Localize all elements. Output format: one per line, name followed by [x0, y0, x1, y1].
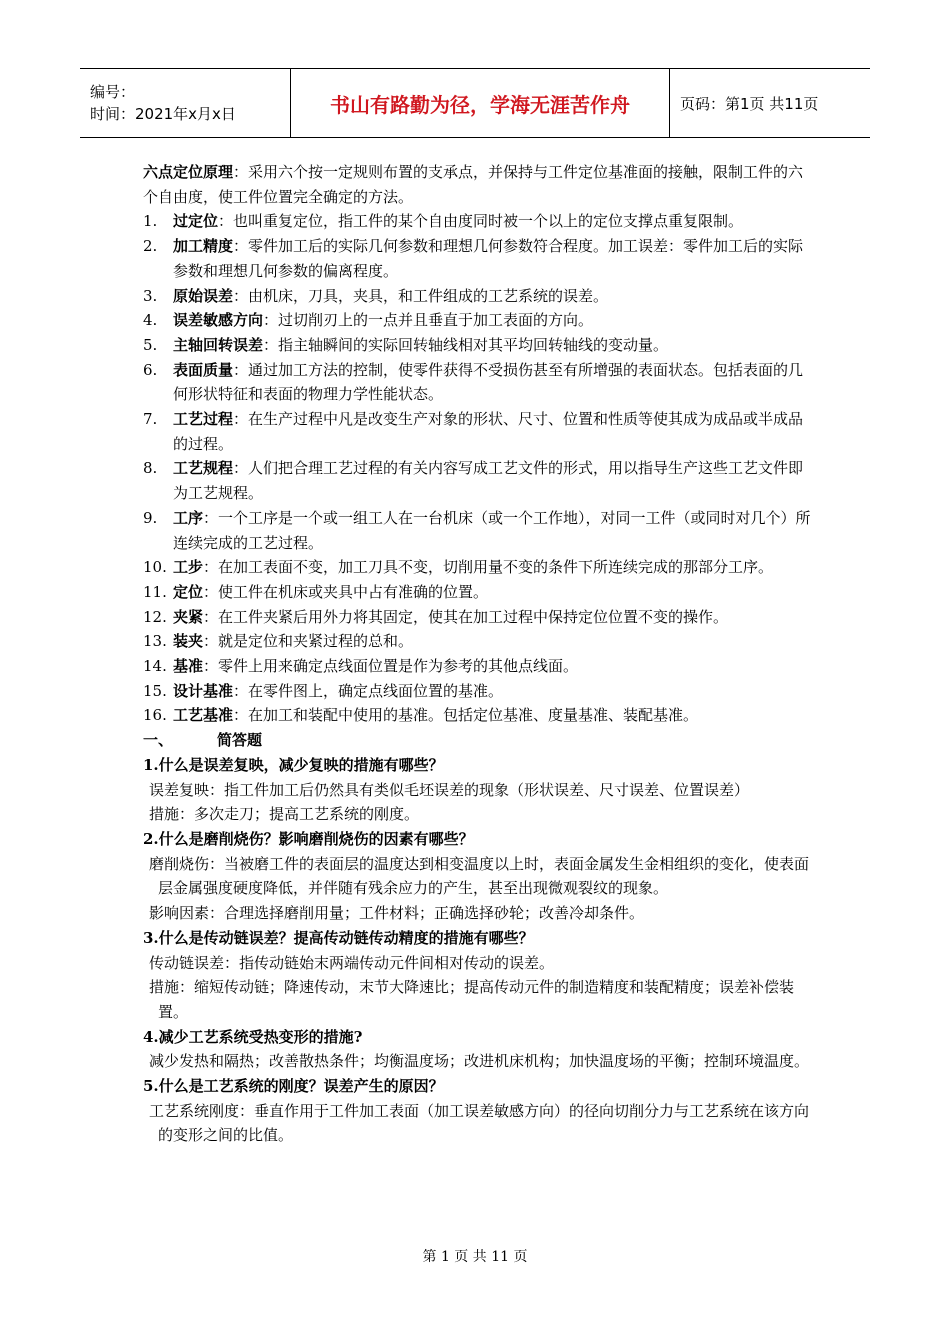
answer-block [143, 1099, 813, 1148]
definition-item [143, 234, 813, 283]
definition-text: ：通过加工方法的控制，使零件获得不受损伤甚至有所增强的表面状态。包括表面的几何形状特征和表面的物理力学性能状态。 [173, 360, 804, 404]
definition-term: 主轴回转误差 [173, 335, 264, 354]
answer-paragraph: 措施：多次走刀；提高工艺系统的刚度。 [149, 805, 420, 824]
definition-body [173, 580, 813, 605]
definition-item [143, 605, 813, 630]
definition-number: 4. [143, 311, 158, 330]
definition-number: 1. [143, 212, 158, 231]
definition-number: 5. [143, 335, 158, 354]
definition-item [143, 333, 813, 358]
definition-number: 14. [143, 657, 167, 676]
answer-block [143, 951, 813, 1025]
header-table [80, 68, 870, 138]
definition-text: ：零件上用来确定点线面位置是作为参考的其他点线面。 [203, 657, 579, 676]
definition-body [173, 654, 813, 679]
definition-text: ：也叫重复定位，指工件的某个自由度同时被一个以上的定位支撑点重复限制。 [218, 212, 744, 231]
question-heading: 4.减少工艺系统受热变形的措施? [143, 1027, 363, 1046]
question-heading: 5.什么是工艺系统的刚度？误差产生的原因？ [143, 1077, 444, 1096]
definition-number: 8. [143, 459, 158, 478]
section-heading [143, 728, 813, 753]
definition-number: 7. [143, 410, 158, 429]
section-number: 一、 [143, 731, 174, 750]
definition-term: 定位 [173, 582, 204, 601]
definition-term: 夹紧 [173, 607, 204, 626]
definition-body [173, 358, 813, 407]
definition-text: ：零件加工后的实际几何参数和理想几何参数符合程度。加工误差：零件加工后的实际参数和理想几何参数的偏离程度。 [173, 237, 804, 280]
document-body [143, 160, 813, 1148]
definition-body [173, 506, 813, 555]
header-page-cell [670, 69, 870, 137]
answer-paragraph: 误差复映：指工件加工后仍然具有类似毛坯误差的现象（形状误差、尺寸误差、位置误差） [149, 780, 750, 799]
section-title: 简答题 [217, 731, 263, 750]
definition-item [143, 580, 813, 605]
definition-item [143, 284, 813, 309]
definition-body [173, 209, 813, 234]
definition-text: ：由机床，刀具，夹具，和工件组成的工艺系统的误差。 [233, 286, 609, 305]
header-motto-cell [290, 69, 670, 137]
definition-number: 9. [143, 508, 158, 527]
answer-block [143, 1049, 813, 1074]
question-heading: 3.什么是传动链误差？提高传动链传动精度的措施有哪些？ [143, 928, 534, 947]
definition-list [143, 209, 813, 728]
definition-body [173, 605, 813, 630]
definition-term: 工艺过程 [173, 410, 234, 429]
intro-term: 六点定位原理 [143, 163, 234, 181]
definition-item [143, 679, 813, 704]
definition-term: 过定位 [173, 212, 219, 231]
answer-paragraph: 磨削烧伤：当被磨工件的表面层的温度达到相变温度以上时，表面金属发生金相组织的变化，使表面层金属强度硬度降低，并伴随有残余应力的产生，甚至出现微观裂纹的现象。 [149, 854, 810, 898]
definition-term: 装夹 [173, 632, 204, 651]
definition-text: ：一个工序是一个或一组工人在一台机床（或一个工作地），对同一工件（或同时对几个）所连续完成的工艺过程。 [173, 508, 811, 552]
answer-paragraph: 减少发热和隔热；改善散热条件；均衡温度场；改进机床机构；加快温度场的平衡；控制环境温度。 [149, 1052, 810, 1071]
definition-body [173, 629, 813, 654]
header-meta [80, 69, 290, 137]
answer-paragraph: 传动链误差：指传动链始末两端传动元件间相对传动的误差。 [149, 953, 555, 972]
definition-text: ：人们把合理工艺过程的有关内容写成工艺文件的形式，用以指导生产这些工艺文件即为工艺规程。 [173, 459, 804, 503]
definition-number: 6. [143, 360, 158, 379]
definition-term: 加工精度 [173, 237, 234, 256]
definition-term: 工步 [173, 558, 204, 577]
definition-item [143, 703, 813, 728]
definition-term: 工序 [173, 508, 204, 527]
question-list [143, 753, 813, 1148]
definition-body [173, 703, 813, 728]
document-number-label: 编号： [90, 83, 136, 101]
definition-number: 13. [143, 632, 167, 651]
answer-paragraph: 工艺系统刚度：垂直作用于工件加工表面（加工误差敏感方向）的径向切削分力与工艺系统在该方向的变形之间的比值。 [149, 1101, 810, 1145]
definition-term: 误差敏感方向 [173, 311, 264, 330]
definition-item [143, 654, 813, 679]
definition-term: 设计基准 [173, 681, 234, 700]
definition-body [173, 308, 813, 333]
definition-term: 原始误差 [173, 286, 234, 305]
answer-block [143, 778, 813, 827]
definition-text: ：在加工表面不变，加工刀具不变，切削用量不变的条件下所连续完成的那部分工序。 [203, 558, 774, 577]
definition-term: 工艺基准 [173, 706, 234, 725]
definition-body [173, 407, 813, 456]
definition-term: 基准 [173, 657, 204, 676]
definition-item [143, 358, 813, 407]
definition-item [143, 308, 813, 333]
definition-text: ：在工件夹紧后用外力将其固定，使其在加工过程中保持定位位置不变的操作。 [203, 607, 729, 626]
definition-text: ：在加工和装配中使用的基准。包括定位基准、度量基准、装配基准。 [233, 706, 699, 725]
definition-body [173, 284, 813, 309]
question-heading: 1.什么是误差复映，减少复映的措施有哪些？ [143, 755, 444, 774]
document-time-label: 时间：2021年x月x日 [90, 105, 236, 123]
definition-text: ：在生产过程中凡是改变生产对象的形状、尺寸、位置和性质等使其成为成品或半成品的过程。 [173, 410, 804, 453]
answer-paragraph: 措施：缩短传动链；降速传动，末节大降速比；提高传动元件的制造精度和装配精度；误差补偿装置。 [149, 978, 795, 1021]
definition-body [173, 456, 813, 505]
definition-item [143, 555, 813, 580]
definition-text: ：指主轴瞬间的实际回转轴线相对其平均回转轴线的变动量。 [263, 335, 669, 354]
definition-number: 3. [143, 286, 158, 305]
definition-item [143, 209, 813, 234]
answer-paragraph: 影响因素：合理选择磨削用量；工件材料；正确选择砂轮；改善冷却条件。 [149, 904, 645, 923]
definition-text: ：使工件在机床或夹具中占有准确的位置。 [203, 582, 489, 601]
definition-body [173, 555, 813, 580]
header-page-label: 页码：第1页 共11页 [680, 94, 819, 113]
answer-block [143, 852, 813, 926]
definition-number: 16. [143, 706, 167, 725]
definition-item [143, 456, 813, 505]
definition-body [173, 234, 813, 283]
definition-number: 15. [143, 681, 167, 700]
definition-text: ：在零件图上，确定点线面位置的基准。 [233, 681, 504, 700]
header-motto: 书山有路勤为径，学海无涯苦作舟 [330, 92, 630, 117]
definition-number: 12. [143, 607, 167, 626]
definition-number: 10. [143, 558, 167, 577]
definition-text: ：就是定位和夹紧过程的总和。 [203, 632, 414, 651]
definition-body [173, 679, 813, 704]
definition-body [173, 333, 813, 358]
definition-item [143, 506, 813, 555]
definition-item [143, 629, 813, 654]
question-heading: 2.什么是磨削烧伤？影响磨削烧伤的因素有哪些？ [143, 829, 474, 848]
intro-paragraph [143, 160, 813, 209]
definition-number: 2. [143, 237, 158, 256]
page-footer: 第 1 页 共 11 页 [422, 1249, 528, 1265]
definition-item [143, 407, 813, 456]
definition-term: 工艺规程 [173, 459, 234, 478]
definition-text: ：过切削刃上的一点并且垂直于加工表面的方向。 [263, 311, 594, 330]
intro-text: ：采用六个按一定规则布置的支承点，并保持与工件定位基准面的接触，限制工件的六个自由度，使工件位置完全确定的方法。 [143, 163, 804, 206]
definition-number: 11. [143, 582, 167, 601]
definition-term: 表面质量 [173, 360, 234, 379]
